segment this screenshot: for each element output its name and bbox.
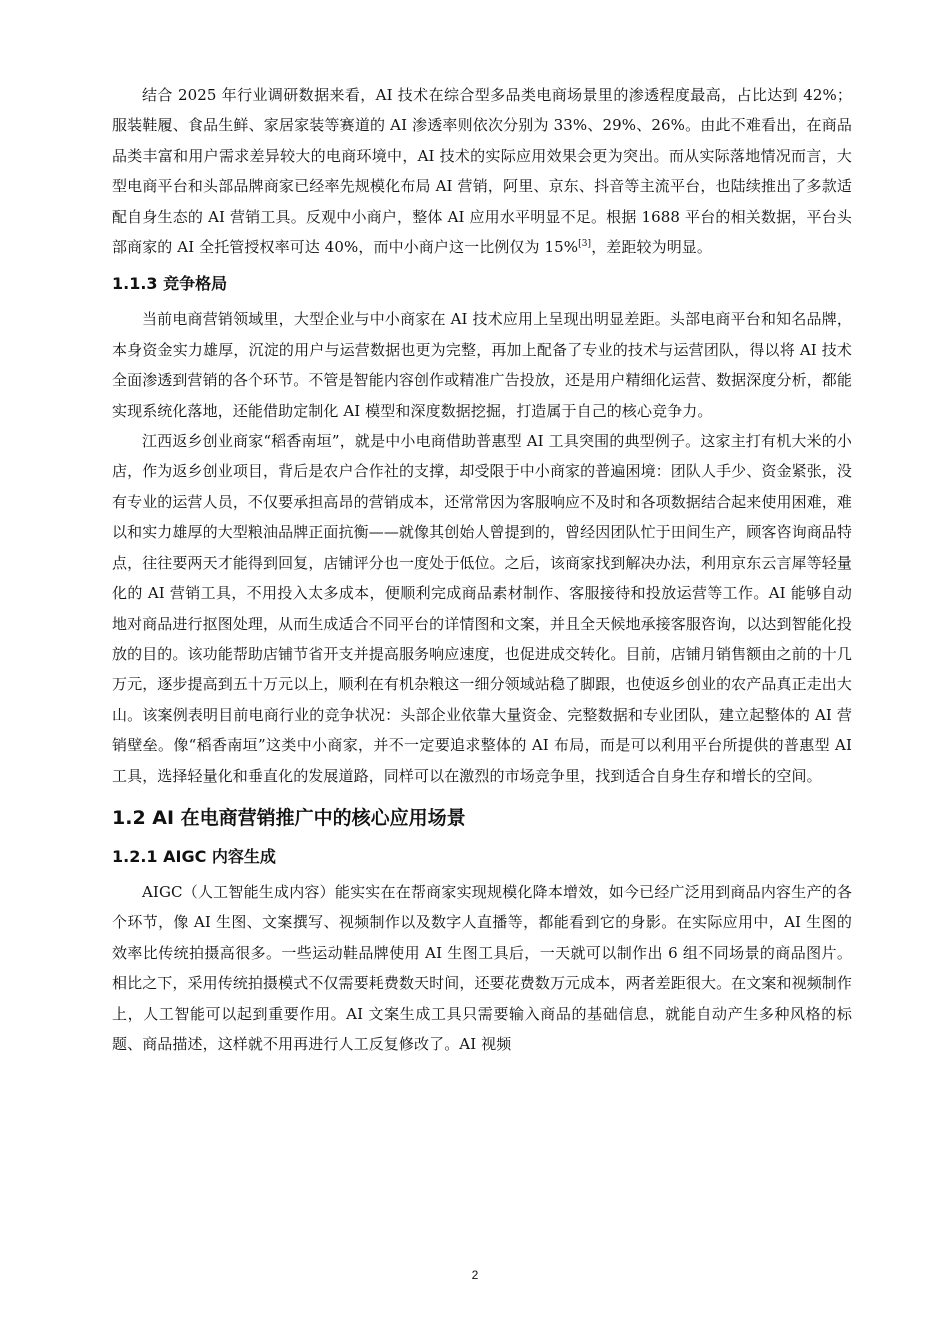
- body-paragraph: 江西返乡创业商家“稻香南垣”，就是中小电商借助普惠型 AI 工具突围的典型例子。这家主打有机大米的小店，作为返乡创业项目，背后是农户合作社的支撑，却受限于中小商家的普遍困境：团队人手少、资金紧张，没有专业的运营人员，不仅要承担高昂的营销成本，还常常因为客服响应不及时和各项数据结合起来使用困难，难以和实力雄厚的大型粮油品牌正面抗衡——就像其创始人曾提到的，曾经因团队忙于田间生产，顾客咨询商品特点，往往要两天才能得到回复，店铺评分也一度处于低位。之后，该商家找到解决办法，利用京东云言犀等轻量化的 AI 营销工具，不用投入太多成本，便顺利完成商品素材制作、客服接待和投放运营等工作。AI 能够自动地对商品进行抠图处理，从而生成适合不同平台的详情图和文案，并且全天候地承接客服咨询，以达到智能化投放的目的。该功能帮助店铺节省开支并提高服务响应速度，也促进成交转化。目前，店铺月销售额由之前的十几万元，逐步提高到五十万元以上，顺利在有机杂粮这一细分领域站稳了脚跟，也使返乡创业的农产品真正走出大山。该案例表明目前电商行业的竞争状况：头部企业依靠大量资金、完整数据和专业团队，建立起整体的 AI 营销壁垒。像“稻香南垣”这类中小商家，并不一定要追求整体的 AI 布局，而是可以利用平台所提供的普惠型 AI 工具，选择轻量化和垂直化的发展道路，同样可以在激烈的市场竞争里，找到适合自身生存和增长的空间。: [112, 432, 852, 785]
- body-paragraph: AIGC（人工智能生成内容）能实实在在帮商家实现规模化降本增效，如今已经广泛用到商品内容生产的各个环节，像 AI 生图、文案撰写、视频制作以及数字人直播等，都能看到它的身影。在实际应用中，AI 生图的效率比传统拍摄高很多。一些运动鞋品牌使用 AI 生图工具后，一天就可以制作出 6 组不同场景的商品图片。相比之下，采用传统拍摄模式不仅需要耗费数天时间，还要花费数万元成本，两者差距很大。在文案和视频制作上，人工智能可以起到重要作用。AI 文案生成工具只需要输入商品的基础信息，就能自动产生多种风格的标题、商品描述，这样就不用再进行人工反复修改了。AI 视频: [112, 882, 852, 1053]
- citation-ref[interactable]: [3]: [578, 239, 592, 250]
- section-heading: 1.1.3 竞争格局: [112, 274, 228, 294]
- section-heading: 1.2.1 AIGC 内容生成: [112, 846, 276, 866]
- body-paragraph: 当前电商营销领域里，大型企业与中小商家在 AI 技术应用上呈现出明显差距。头部电商平台和知名品牌，本身资金实力雄厚，沉淀的用户与运营数据也更为完整，再加上配备了专业的技术与运营团队，得以将 AI 技术全面渗透到营销的各个环节。不管是智能内容创作或精准广告投放，还是用户精细化运营、数据深度分析，都能实现系统化落地，还能借助定制化 AI 模型和深度数据挖掘，打造属于自己的核心竞争力。: [112, 310, 852, 420]
- paragraph-text: 结合 2025 年行业调研数据来看，AI 技术在综合型多品类电商场景里的渗透程度最高，占比达到 42%；服装鞋履、食品生鲜、家居家装等赛道的 AI 渗透率则依次分别为 33%、29%、26%。由此不难看出，在商品品类丰富和用户需求差异较大的电商环境中，AI 技术的实际应用效果会更为突出。而从实际落地情况而言，大型电商平台和头部品牌商家已经率先规模化布局 AI 营销，阿里、京东、抖音等主流平台，也陆续推出了多款适配自身生态的 AI 营销工具。反观中小商户，整体 AI 应用水平明显不足。根据 1688 平台的相关数据，平台头部商家的 AI 全托管授权率可达 40%，而中小商户这一比例仅为 15%: [112, 86, 852, 257]
- chapter-heading: 1.2 AI 在电商营销推广中的核心应用场景: [112, 806, 466, 829]
- page-number: 2: [471, 1268, 479, 1282]
- document-body: [112, 80, 852, 1059]
- paragraph-text: ，差距较为明显。: [591, 238, 712, 257]
- body-paragraph: [112, 80, 852, 262]
